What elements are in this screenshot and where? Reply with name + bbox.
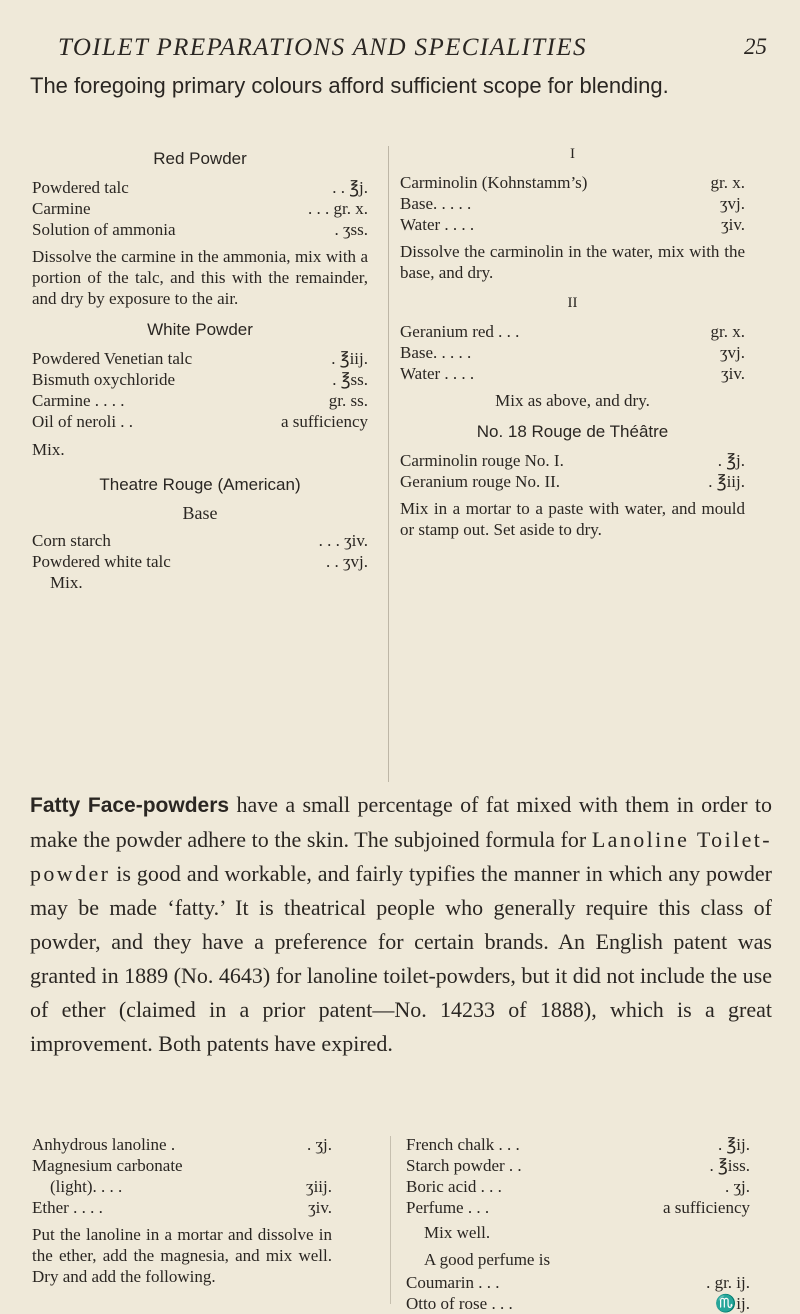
ingredient-row <box>406 1272 750 1293</box>
ingredient-row <box>32 369 368 390</box>
ingredient-name: Starch powder . . <box>406 1156 522 1175</box>
powder-formula-column <box>406 1134 750 1314</box>
ingredient-name: Carmine . . . . <box>32 391 125 410</box>
column-divider <box>390 1136 391 1304</box>
ingredient-qty: ʒvj. <box>719 194 745 213</box>
ingredient-name: Oil of neroli . . <box>32 412 134 431</box>
ingredient-qty: ♏ij. <box>715 1294 750 1313</box>
ingredient-name: Geranium red . . . <box>400 322 520 341</box>
paragraph-lead: Fatty Face-powders <box>30 794 230 817</box>
ingredient-row <box>32 348 368 369</box>
ingredient-qty: . gr. ij. <box>706 1273 750 1292</box>
ingredient-row <box>32 1197 332 1218</box>
ingredient-name: Otto of rose . . . <box>406 1294 513 1313</box>
ingredient-name: Water . . . . <box>400 215 475 234</box>
perfume-note: A good perfume is <box>424 1250 551 1269</box>
ingredient-name: Base. . . . . <box>400 343 472 362</box>
ingredient-qty: . ʒss. <box>334 220 368 239</box>
ingredient-qty: . ℥ij. <box>717 1135 750 1154</box>
ingredient-name: Base. . . . . <box>400 194 472 213</box>
ingredient-qty: gr. x. <box>710 173 745 192</box>
ingredient-qty: . . . gr. x. <box>308 199 368 218</box>
ingredient-name: Geranium rouge No. II. <box>400 472 561 491</box>
ingredient-qty: . ℥ss. <box>332 370 368 389</box>
theatre-rouge-instructions: Mix. <box>50 573 83 592</box>
ingredient-qty: . . ℥j. <box>332 178 368 197</box>
lanoline-formula-column <box>32 1134 332 1297</box>
ingredient-name: Carminolin rouge No. I. <box>400 451 564 470</box>
ingredient-name: Water . . . . <box>400 364 475 383</box>
left-recipe-column <box>32 144 368 593</box>
ingredient-qty: ʒiv. <box>308 1198 332 1217</box>
red-powder-title: Red Powder <box>153 149 247 168</box>
ingredient-name: Solution of ammonia <box>32 220 176 239</box>
ingredient-name: Carminolin (Kohnstamm’s) <box>400 173 588 192</box>
rouge-theatre-title: No. 18 Rouge de Théâtre <box>476 422 669 441</box>
ingredient-row <box>400 172 745 193</box>
paragraph-text: have a small percentage of fat mixed with them in order to make the powder adhere to the skin. The subjoined formula for <box>30 792 773 852</box>
ingredient-row <box>32 198 368 219</box>
ingredient-name: Perfume . . . <box>406 1198 490 1217</box>
ingredient-qty: ʒiv. <box>721 364 745 383</box>
ingredient-qty: . ℥iij. <box>708 472 745 491</box>
ingredient-name: Magnesium carbonate <box>32 1156 183 1175</box>
ingredient-name: (light). . . . <box>50 1177 123 1196</box>
red-powder-instructions: Dissolve the carmine in the ammonia, mix with a portion of the talc, and this with the remainder, and dry by exposure to the air. <box>32 247 368 308</box>
ingredient-row <box>32 390 368 411</box>
ingredient-name: Carmine <box>32 199 91 218</box>
ingredient-name: Coumarin . . . <box>406 1273 500 1292</box>
ingredient-qty: gr. x. <box>710 322 745 341</box>
ingredient-name: French chalk . . . <box>406 1135 520 1154</box>
ingredient-name: Powdered white talc <box>32 552 171 571</box>
ingredient-qty: ʒiij. <box>306 1177 332 1196</box>
rouge-theatre-instructions: Mix in a mortar to a paste with water, and mould or stamp out. Set aside to dry. <box>400 499 745 539</box>
ingredient-row <box>32 551 368 572</box>
ingredient-row <box>32 219 368 240</box>
ingredient-name: Powdered talc <box>32 178 129 197</box>
ingredient-row <box>32 411 368 432</box>
ingredient-row <box>32 530 368 551</box>
formula-i-instructions: Dissolve the carminolin in the water, mix with the base, and dry. <box>400 242 745 282</box>
ingredient-qty: . ℥j. <box>717 451 745 470</box>
formula-ii-instructions: Mix as above, and dry. <box>495 391 650 410</box>
paragraph-text: is good and workable, and fairly typifies the manner in which any powder may be made ‘fatty.’ It is theatrical people who generally require this class of powder, and they have a preference for certain brands. An English patent was granted in 1889 (No. 4643) for lanoline toilet-powders, but it did not include the use of ether (claimed in a prior patent—No. 14233 of 1888), which is a great improvement. Both patents have expired. <box>30 861 772 1056</box>
ingredient-row <box>400 450 745 471</box>
ingredient-qty: . ℥iij. <box>331 349 368 368</box>
ingredient-qty: a sufficiency <box>280 412 368 431</box>
ingredient-row <box>32 177 368 198</box>
ingredient-name: Bismuth oxychloride <box>32 370 176 389</box>
ingredient-name: Anhydrous lanoline . <box>32 1135 176 1154</box>
ingredient-qty: . ℥iss. <box>709 1156 750 1175</box>
ingredient-qty: . . . ʒiv. <box>318 531 368 550</box>
intro-paragraph: The foregoing primary colours afford sufficient scope for blending. <box>30 73 669 98</box>
white-powder-title: White Powder <box>147 320 253 339</box>
ingredient-qty: ʒvj. <box>719 343 745 362</box>
ingredient-row <box>400 321 745 342</box>
ingredient-name: Boric acid . . . <box>406 1177 502 1196</box>
ingredient-row <box>406 1134 750 1155</box>
ingredient-name: Powdered Venetian talc <box>32 349 193 368</box>
ingredient-row <box>32 1134 332 1155</box>
ingredient-row <box>406 1197 750 1218</box>
ingredient-row <box>32 1155 332 1176</box>
body-paragraph <box>30 788 772 1061</box>
ingredient-qty: . ʒj. <box>724 1177 750 1196</box>
ingredient-qty: . . ʒvj. <box>325 552 368 571</box>
page-number: 25 <box>744 34 767 59</box>
ingredient-row <box>400 193 745 214</box>
theatre-rouge-title: Theatre Rouge (American) <box>99 475 301 494</box>
ingredient-row <box>32 1176 332 1197</box>
right-recipe-column <box>400 144 745 550</box>
ingredient-qty: . ʒj. <box>306 1135 332 1154</box>
ingredient-qty: a sufficiency <box>662 1198 750 1217</box>
formula-numeral: II <box>567 295 578 311</box>
ingredient-name: Corn starch <box>32 531 111 550</box>
theatre-rouge-subtitle: Base <box>182 503 218 523</box>
ingredient-row <box>400 342 745 363</box>
ingredient-row <box>406 1155 750 1176</box>
ingredient-name: Ether . . . . <box>32 1198 103 1217</box>
powder-instructions: Mix well. <box>424 1223 491 1242</box>
ingredient-qty <box>326 1155 332 1176</box>
ingredient-row <box>400 214 745 235</box>
ingredient-qty: ʒiv. <box>721 215 745 234</box>
white-powder-instructions: Mix. <box>32 440 65 459</box>
lanoline-instructions: Put the lanoline in a mortar and dissolve in the ether, add the magnesia, and mix well. Dry and add the following. <box>32 1225 332 1286</box>
ingredient-row <box>406 1176 750 1197</box>
formula-numeral: I <box>570 146 575 162</box>
ingredient-row <box>406 1293 750 1314</box>
ingredient-row <box>400 471 745 492</box>
column-divider <box>388 146 389 782</box>
ingredient-row <box>400 363 745 384</box>
formula-name: Lanoline Toilet-powder <box>30 827 772 886</box>
ingredient-qty: gr. ss. <box>328 391 368 410</box>
running-header: TOILET PREPARATIONS AND SPECIALITIES <box>58 34 587 61</box>
